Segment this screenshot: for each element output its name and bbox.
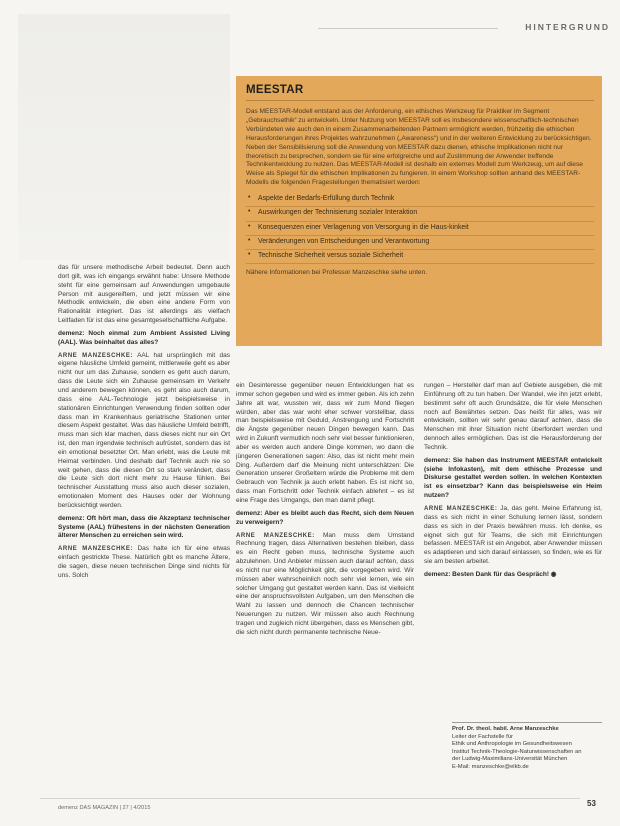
infobox-list-item: • Technische Sicherheit versus soziale Sicherheit <box>246 250 594 264</box>
bio-line: Institut Technik-Theologie-Naturwissenschaften an <box>452 748 582 755</box>
author-bio <box>452 722 602 772</box>
meestar-infobox <box>236 76 602 346</box>
speaker-name: ARNE MANZESCHKE: <box>236 532 315 539</box>
footer-text: demenz DAS MAGAZIN | 27 | 4/2015 <box>58 805 151 811</box>
infobox-list-item: • Aspekte der Bedarfs-Erfüllung durch Technik <box>246 193 594 207</box>
faded-photo-area <box>18 14 230 260</box>
infobox-list-item: • Veränderungen von Entscheidungen und Verantwortung <box>246 236 594 250</box>
infobox-list-item: • Auswirkungen der Technisierung sozialer Interaktion <box>246 207 594 221</box>
speaker-name: ARNE MANZESCHKE: <box>58 352 134 359</box>
paragraph: ein Desinteresse gegenüber neuen Entwicklungen hat es immer schon gegeben und wird es immer geben. Als ich zehn Jahre alt war, wussten wir, dass wir zum Mond fliegen würden, aber das war wohl eher schwer vorstellbar, dass man beispielsweise mit Geduld, Anstrengung und Fortschritt die Ängste gegenüber neuen Dingen bewegen kann. Das wird in Zukunft vermutlich noch sehr viel besser funktionieren, aber es werden auch andere Dinge kommen, wo dann die jüngeren Generationen sagen: Also, das ist nicht mehr mein Ding. Außerdem darf die Meinung nicht unterschätzen: Die Generation unserer Großeltern würde die Probleme mit dem Gebrauch von Technik ja auch erlebt haben. Es ist nicht so, dass man Fortschritt oder Technik einfach ablehnt – es ist eine Frage des Umgangs, den man damit pflegt. <box>236 382 414 504</box>
answer <box>58 545 230 580</box>
answer <box>58 352 230 511</box>
question: demenz: Noch einmal zum Ambient Assisted Living (AAL). Was beinhaltet das alles? <box>58 329 230 346</box>
question: demenz: Oft hört man, dass die Akzeptanz technischer Systeme (AAL) frühestens in der nächsten Generation älterer Menschen zu erreichen sein wird. <box>58 514 230 540</box>
bio-name: Prof. Dr. theol. habil. Arne Manzeschke <box>452 726 559 732</box>
infobox-list-item: • Konsequenzen einer Verlagerung von Versorgung in die Haus-kinkeit <box>246 222 594 236</box>
bio-line: der Ludwig-Maximilians-Universität München <box>452 756 568 763</box>
answer <box>424 505 602 567</box>
infobox-intro: Das MEESTAR-Modell entstand aus der Anforderung, ein ethisches Werkzeug für Praktiker im Segment „Gebrauchsethik“ zu entwickeln. Unter Nutzung von MEESTAR soll es insbesondere wissenschaftlich-technischen Verbündeten wie auch den in einem Zusammenarbeitenden Partnern ermöglicht werden, frühzeitig die ethischen Herausforderungen ihres Projektes wahrzunehmen („Awareness“) und in der weiteren Entwicklung zu berücksichtigen. Neben der Sensibilisierung soll die Anwendung von MEESTAR dazu dienen, ethische Implikationen nicht nur theoretisch zu besprechen, sondern sie für eine erfolgreiche und auf Zustimmung der Anwender treffende Technikentwicklung zu nutzen. Das MEESTAR-Modell ist deshalb ein externes Modell zum Werkzeug, um auf diese Weise als Spiegel für die ethischen Implikationen zu fungieren. In einem Workshop sollten anhand des MEESTAR-Modells die folgenden Fragestellungen thematisiert werden: <box>246 108 592 187</box>
question: demenz: Sie haben das Instrument MEESTAR entwickelt (siehe Infokasten), mit dem ethische Prozesse und Diskurse gestaltet werden sollen. In welchen Kontexten ist es einsetzbar? Kann das beispielsweise ein Heim nutzen? <box>424 456 602 500</box>
answer-text: Ja, das geht. Meine Erfahrung ist, dass es sich nicht in einer Schulung lernen lässt, sondern dass es sich in der Praxis bewähren muss. Ich denke, es eignet sich gut für Teams, die sich mit Einrichtungen befassen. MEESTAR ist ein Angebot, aber Anwender müssen es adaptieren und sich darauf einlassen, so finden, wie es für sie am besten arbeitet. <box>424 504 602 566</box>
infobox-title: MEESTAR <box>246 84 594 101</box>
column-1 <box>58 264 230 794</box>
footer-rule <box>40 798 580 799</box>
answer-text: Das halte ich für eine etwas einfach gestrickte These. Natürlich gibt es manche Ältere, die sagen, diese neuen technischen Dinge sind nichts für uns. Solch <box>58 545 230 579</box>
column-1-intro: das für unsere methodische Arbeit bedeutet. Denn auch dort gilt, was ich eingangs erwähnt habe: Unsere Methode steht für eine gemeinsam auf Anwendungen umgebaute Person mit ausgereiftem, und jetzt müssen wir eine Methodik entwickeln, die eben eine andere Form von Rationalität integriert. Das ist allerdings als vielfach Leitfaden für ist das eine gesamtgesellschaftliche Aufgabe. <box>58 264 230 325</box>
section-kicker: HINTERGRUND <box>525 22 610 32</box>
paragraph: rungen – Hersteller darf man auf Gebiete ausgeben, die mit Einführung oft zu tun haben. Der Wandel, wie ihn jetzt erlebt, bestimmt sehr oft auch Grundsätze, die für viele Menschen noch auf Bewährtes setzen. Das heißt für alles, was wir entwickeln, sollten wir sehr genau darauf achten, dass die Menschen mit ihrer Situation nicht überfordert werden und dennoch alles ermöglichen. Das ist die Herausforderung der Technik. <box>424 382 602 451</box>
answer-text: AAL hat ursprünglich mit das eigene häusliche Umfeld gemeint, mittlerweile geht es aber nicht nur um das Zuhause, sondern es geht auch darum, dass die Leute sich ein Zuhause gemeinsam im Verkehr und anderem bewegen können, es geht also auch darum, dass eine AAL-Technologie jetzt beispielsweise in stationären Einrichtungen Verwendung finden sollten oder dass man im Krankenhaus geriatrische Stationen unter diesem Aspekt gestaltet. Was das häusliche Umfeld betrifft, muss man sich klar machen, dass dieses nicht nur ein Ort ist, den man irgendwie technisch aufrüstet, sondern das ist ein emotional besetzter Ort. Man erlebt, was die Leute mit Heimat verbinden. Und deshalb darf Technik auch nie so weit gehen, dass die diesen Ort so stark verändert, dass die Leute sich dort nicht mehr zu Hause fühlen. Bei technischer Ausstattung muss also auch dieser sozialen, emotionalen Moment des Hauses oder der Wohnung berücksichtigt werden. <box>58 351 230 509</box>
infobox-list <box>246 193 594 264</box>
kicker-rule <box>318 28 498 29</box>
closing-question <box>424 571 602 580</box>
answer <box>236 532 414 638</box>
column-3 <box>424 382 602 714</box>
bio-line: E-Mail: manzeschke@elkb.de <box>452 763 529 770</box>
bio-line: Leiter der Fachstelle für <box>452 733 513 740</box>
page-number: 53 <box>587 799 596 808</box>
end-mark-icon: ◉ <box>550 570 557 578</box>
bio-line: Ethik und Anthropologie im Gesundheitswesen <box>452 741 572 748</box>
question: demenz: Aber es bleibt auch das Recht, sich dem Neuen zu verweigern? <box>236 509 414 526</box>
speaker-name: ARNE MANZESCHKE: <box>58 546 134 553</box>
column-2 <box>236 382 414 794</box>
closing-text: demenz: Besten Dank für das Gespräch! <box>424 570 549 578</box>
answer-text: Man muss dem Umstand Rechnung tragen, dass Alternativen bestehen bleiben, dass es ein Recht geben muss, technische Systeme auch abzulehnen. Und Anbieter müssen auch darauf achten, dass es nicht nur eine Möglichkeit gibt, die vorgegeben wird. Wir müssen aber wahrscheinlich noch sehr viel lernen, wie ein solcher Umgang gut gestaltet werden kann. Das ist vielleicht eine der anspruchsvollsten Aufgaben, um den Menschen die Wahl zu lassen und dennoch die Chancen technischer Neuerungen zu nutzen. Wir müssen also auch Rechnung tragen und zugleich nicht übergehen, dass es Menschen gibt, die sich nicht durch permanente technische Neue- <box>236 531 414 636</box>
infobox-footer: Nähere Informationen bei Professor Manzeschke siehe unten. <box>246 269 428 277</box>
speaker-name: ARNE MANZESCHKE: <box>424 505 498 512</box>
